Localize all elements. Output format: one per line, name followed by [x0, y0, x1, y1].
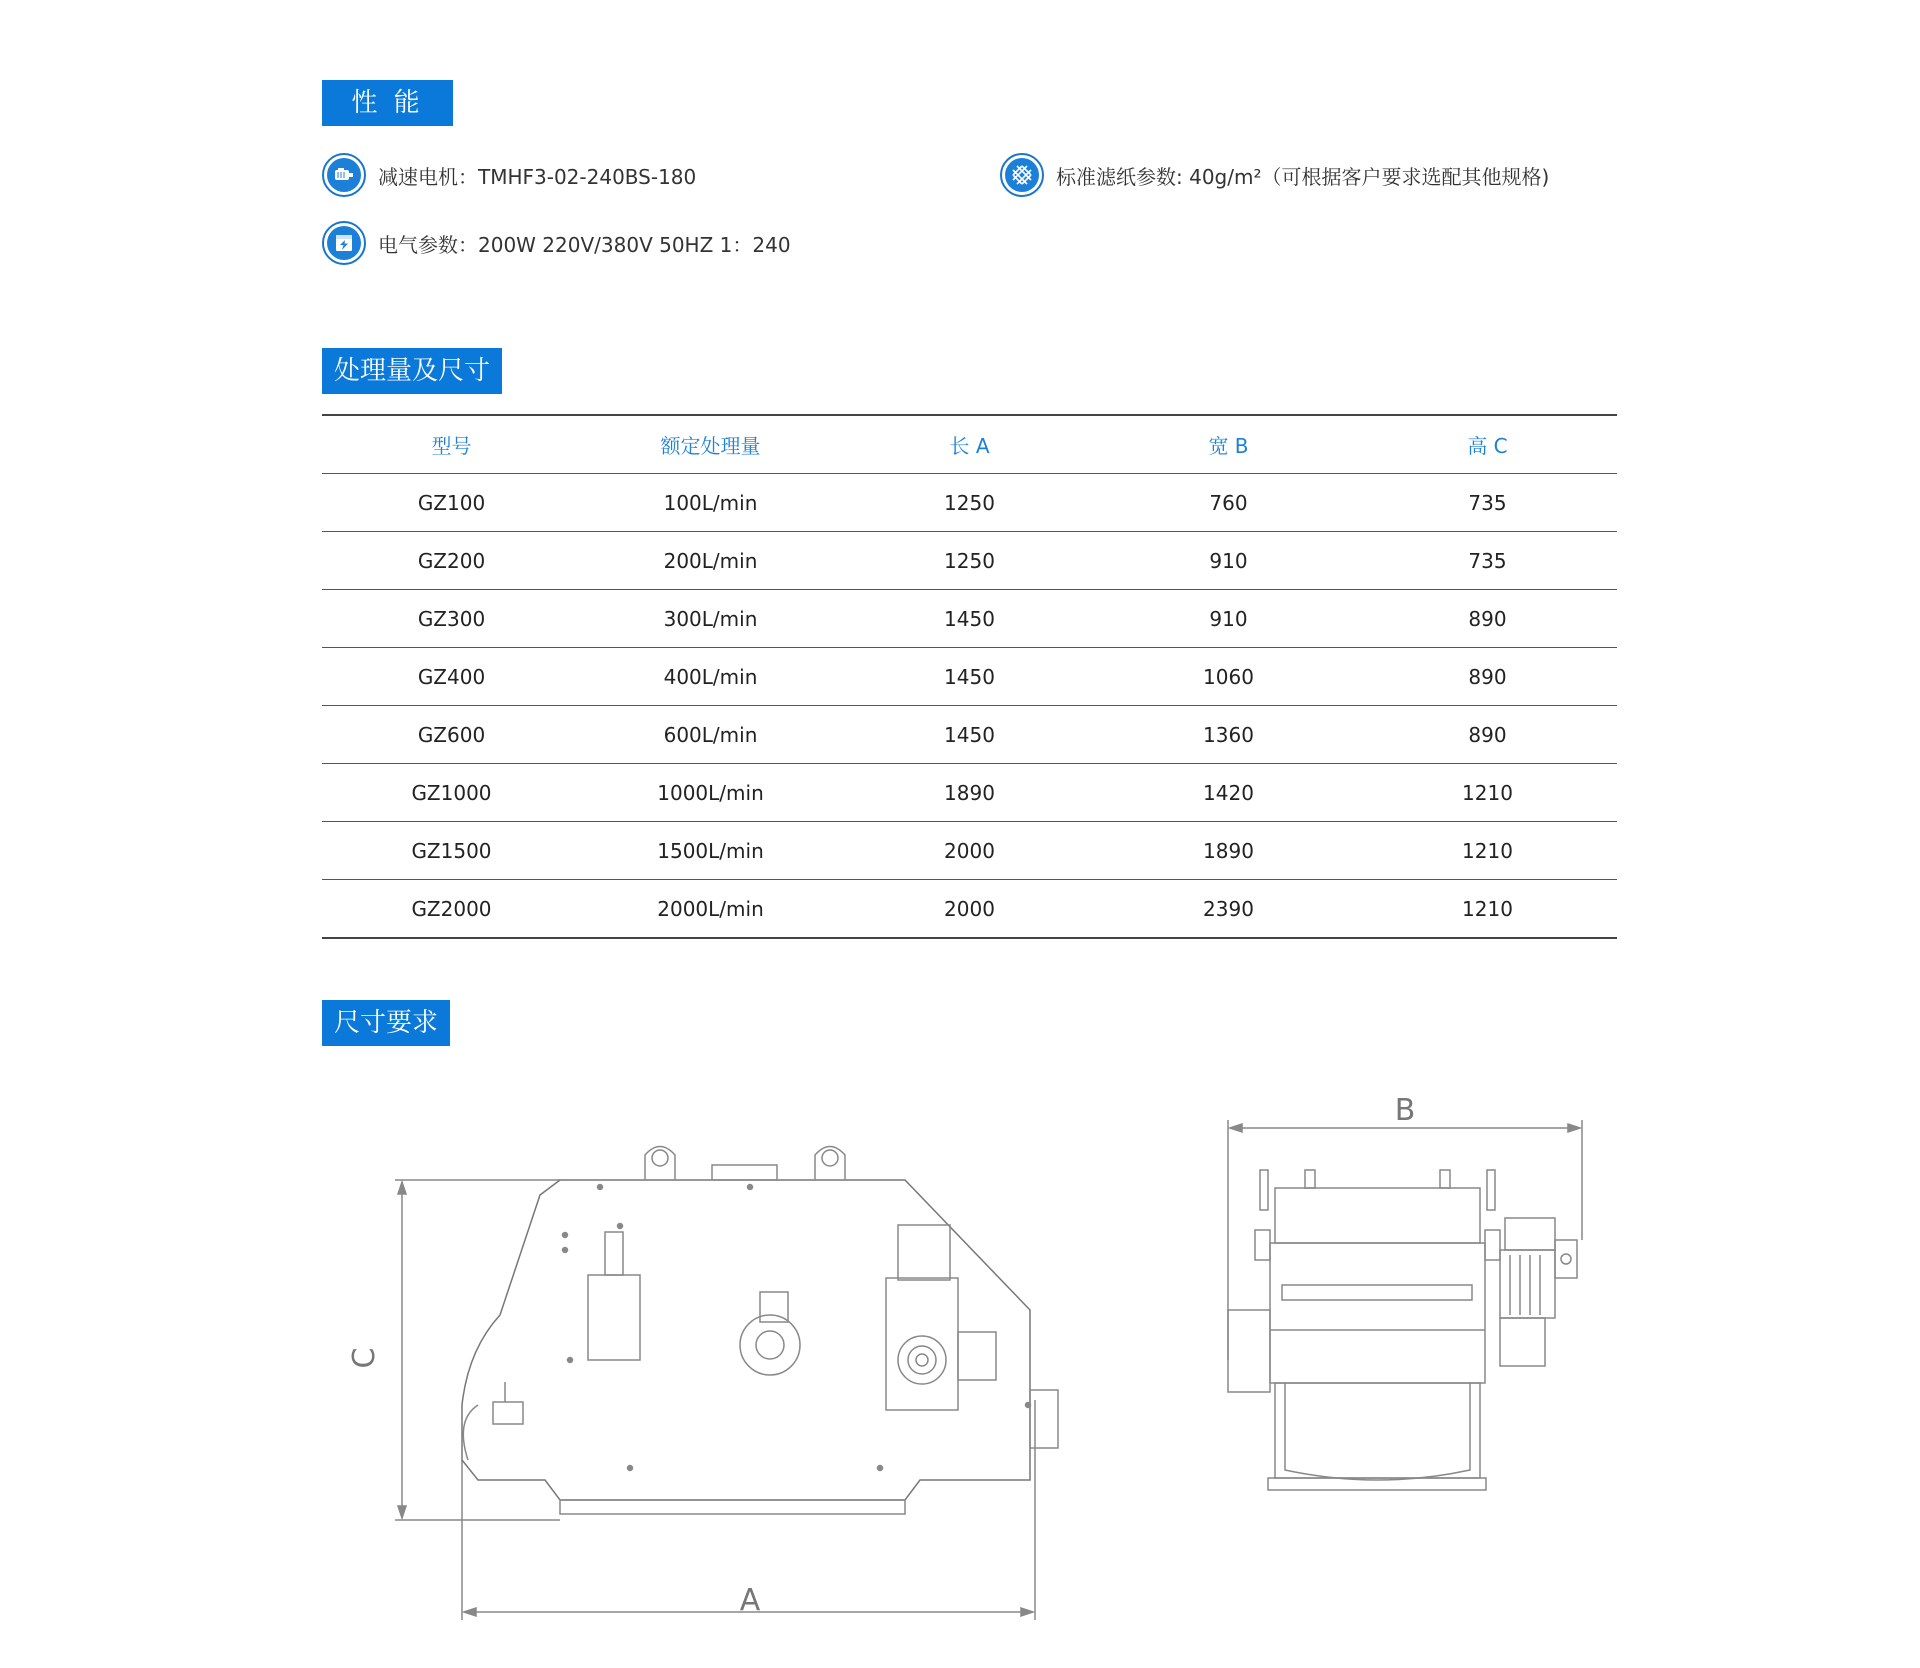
dimension-label-a: A: [739, 1583, 761, 1618]
table-header-row: [322, 415, 1617, 474]
cell-height-c: 890: [1358, 648, 1617, 706]
dimension-label-c: C: [347, 1347, 382, 1369]
cell-length-a: 1450: [840, 590, 1099, 648]
cell-capacity: 2000L/min: [581, 880, 840, 939]
cell-width-b: 1890: [1099, 822, 1358, 880]
side-view-drawing: [395, 1147, 1058, 1621]
cell-length-a: 1250: [840, 532, 1099, 590]
cell-length-a: 1890: [840, 764, 1099, 822]
cell-length-a: 1250: [840, 474, 1099, 532]
cell-model: GZ100: [322, 474, 581, 532]
cell-height-c: 1210: [1358, 764, 1617, 822]
cell-model: GZ200: [322, 532, 581, 590]
header-capacity: 额定处理量: [581, 415, 840, 474]
section-title-dimensions: 尺寸要求: [322, 1000, 450, 1046]
spec-electrical: [322, 221, 791, 265]
front-view-drawing: [1228, 1120, 1582, 1490]
cell-height-c: 890: [1358, 706, 1617, 764]
filter-paper-icon: [1000, 153, 1044, 197]
cell-length-a: 2000: [840, 822, 1099, 880]
table-row: [322, 590, 1617, 648]
dimension-drawing: [0, 1060, 1920, 1640]
cell-length-a: 1450: [840, 706, 1099, 764]
cell-height-c: 1210: [1358, 822, 1617, 880]
spec-filter-paper-text: 标准滤纸参数: 40g/m²（可根据客户要求选配其他规格): [1056, 164, 1550, 189]
cell-model: GZ1500: [322, 822, 581, 880]
cell-capacity: 1000L/min: [581, 764, 840, 822]
cell-capacity: 1500L/min: [581, 822, 840, 880]
cell-width-b: 2390: [1099, 880, 1358, 939]
cell-width-b: 910: [1099, 532, 1358, 590]
spec-motor: [322, 153, 696, 197]
spec-filter-paper: [1000, 153, 1549, 197]
table-row: [322, 474, 1617, 532]
spec-motor-text: 减速电机：TMHF3-02-240BS-180: [378, 164, 697, 189]
header-height-c: 高 C: [1358, 415, 1617, 474]
table-body: [322, 474, 1617, 939]
header-model: 型号: [322, 415, 581, 474]
electrical-icon: [322, 221, 366, 265]
table-row: [322, 648, 1617, 706]
cell-model: GZ600: [322, 706, 581, 764]
cell-length-a: 2000: [840, 880, 1099, 939]
cell-model: GZ300: [322, 590, 581, 648]
cell-width-b: 910: [1099, 590, 1358, 648]
cell-height-c: 890: [1358, 590, 1617, 648]
section-title-capacity: 处理量及尺寸: [322, 348, 502, 394]
table-row: [322, 764, 1617, 822]
cell-model: GZ400: [322, 648, 581, 706]
motor-icon: [322, 153, 366, 197]
cell-capacity: 200L/min: [581, 532, 840, 590]
header-length-a: 长 A: [840, 415, 1099, 474]
cell-capacity: 400L/min: [581, 648, 840, 706]
table-row: [322, 822, 1617, 880]
cell-width-b: 1060: [1099, 648, 1358, 706]
cell-height-c: 735: [1358, 474, 1617, 532]
cell-height-c: 735: [1358, 532, 1617, 590]
table-row: [322, 880, 1617, 939]
table-row: [322, 532, 1617, 590]
cell-width-b: 1360: [1099, 706, 1358, 764]
section-title-performance: 性 能: [322, 80, 453, 126]
capacity-table: [322, 414, 1617, 939]
cell-capacity: 100L/min: [581, 474, 840, 532]
dimension-label-b: B: [1394, 1093, 1416, 1128]
cell-model: GZ2000: [322, 880, 581, 939]
cell-model: GZ1000: [322, 764, 581, 822]
cell-height-c: 1210: [1358, 880, 1617, 939]
cell-capacity: 600L/min: [581, 706, 840, 764]
spec-electrical-text: 电气参数：200W 220V/380V 50HZ 1：240: [378, 232, 791, 257]
table-row: [322, 706, 1617, 764]
cell-width-b: 760: [1099, 474, 1358, 532]
header-width-b: 宽 B: [1099, 415, 1358, 474]
cell-length-a: 1450: [840, 648, 1099, 706]
cell-width-b: 1420: [1099, 764, 1358, 822]
cell-capacity: 300L/min: [581, 590, 840, 648]
